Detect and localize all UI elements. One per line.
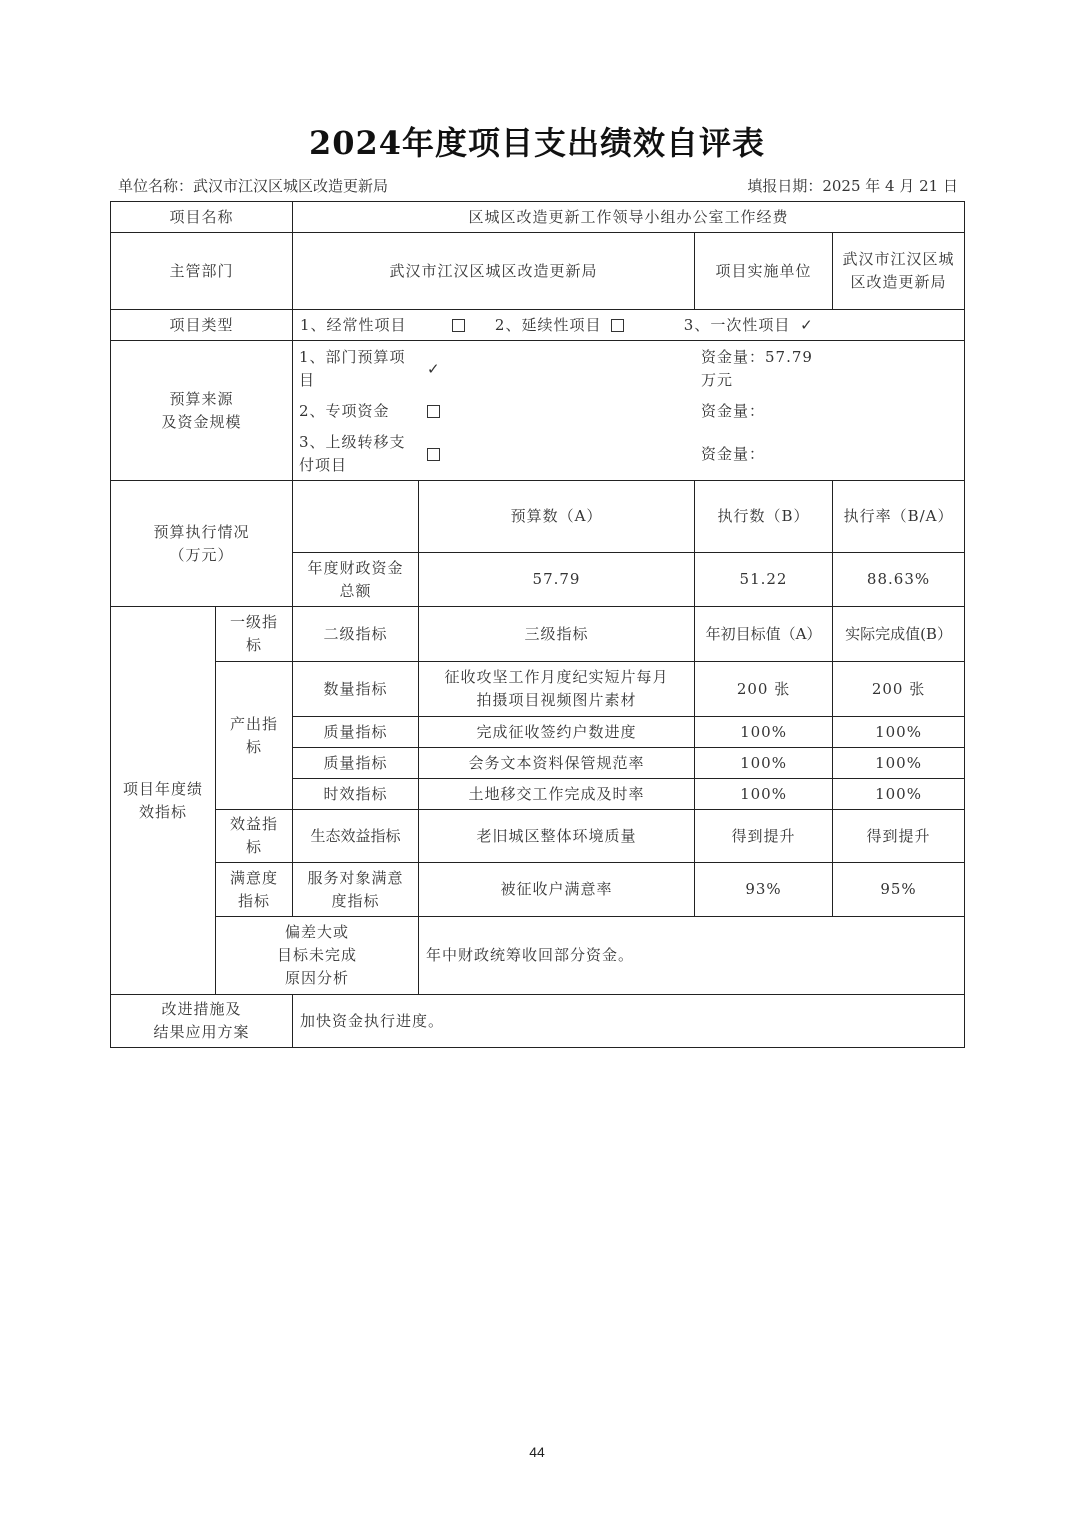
source-item-1: 1、部门预算项 目 [299,347,406,389]
actual-cell: 100% [833,717,965,748]
checkmark-icon[interactable]: ✓ [427,359,441,378]
header-executed: 执行数（B） [695,481,833,553]
row-deviation [111,917,965,995]
target-cell: 100% [695,717,833,748]
unit-name: 单位名称：武汉市江汉区城区改造更新局 [118,177,389,195]
improvement-label: 改进措施及 结果应用方案 [111,995,293,1048]
performance-label: 项目年度绩 效指标 [111,607,216,995]
row-budget-source [111,341,965,481]
type-option-1: 1、经常性项目 [300,315,407,334]
row-performance-header [111,607,965,662]
level2-cell: 服务对象满意 度指标 [293,863,419,917]
budget-value: 57.79 [419,553,695,607]
level3-cell: 完成征收签约户数进度 [419,717,695,748]
annual-funds-label: 年度财政资金 总额 [293,553,419,607]
table-row [111,863,965,917]
header-level3: 三级指标 [419,607,695,662]
rate-value: 88.63% [833,553,965,607]
impl-unit-label: 项目实施单位 [695,233,833,310]
target-cell: 93% [695,863,833,917]
table-row [111,810,965,863]
level3-cell: 被征收户满意率 [419,863,695,917]
target-cell: 100% [695,748,833,779]
page-title: 2024年度项目支出绩效自评表 [308,124,766,162]
header-target: 年初目标值（A） [695,607,833,662]
page-number: 44 [529,1444,545,1460]
level2-cell: 时效指标 [293,779,419,810]
row-project-name [111,202,965,233]
header-level2: 二级指标 [293,607,419,662]
target-cell: 得到提升 [695,810,833,863]
target-cell: 100% [695,779,833,810]
actual-cell: 200 张 [833,662,965,717]
type-option-2: 2、延续性项目 [494,315,602,334]
fill-date: 填报日期：2025 年 4 月 21 日 [747,177,958,195]
row-department [111,233,965,310]
table-row [111,662,965,717]
executed-value: 51.22 [695,553,833,607]
checkbox-unchecked-icon[interactable] [452,319,465,332]
row-budget-exec-header [111,481,965,553]
project-type-label: 项目类型 [111,310,293,341]
actual-cell: 100% [833,779,965,810]
target-cell: 200 张 [695,662,833,717]
checkbox-unchecked-icon[interactable] [427,400,440,423]
level1-benefit: 效益指 标 [216,810,293,863]
header-budget: 预算数（A） [419,481,695,553]
source-amount-3: 资金量： [701,444,766,463]
impl-unit-value: 武汉市江汉区城区改造更新局 [833,233,965,310]
deviation-value: 年中财政统筹收回部分资金。 [419,917,965,995]
level2-cell: 生态效益指标 [293,810,419,863]
department-value: 武汉市江汉区城区改造更新局 [293,233,695,310]
type-option-3: 3、一次性项目 [683,315,791,334]
header-rate: 执行率（B/A） [833,481,965,553]
project-name-value: 区城区改造更新工作领导小组办公室工作经费 [293,202,965,233]
source-item-2: 2、专项资金 [299,401,390,420]
actual-cell: 得到提升 [833,810,965,863]
improvement-value: 加快资金执行进度。 [293,995,965,1048]
actual-cell: 95% [833,863,965,917]
project-name-label: 项目名称 [111,202,293,233]
checkbox-unchecked-icon[interactable] [427,443,440,466]
row-project-type [111,310,965,341]
actual-cell: 100% [833,748,965,779]
checkbox-unchecked-icon[interactable] [611,319,624,332]
level2-cell: 质量指标 [293,717,419,748]
level3-cell: 老旧城区整体环境质量 [419,810,695,863]
budget-exec-label: 预算执行情况 （万元） [111,481,293,607]
source-item-3: 3、上级转移支 付项目 [299,432,406,474]
budget-source-detail [293,341,965,481]
source-amount-1: 资金量：57.79 万元 [701,347,813,389]
row-improvement [111,995,965,1048]
source-amount-2: 资金量： [701,401,766,420]
level3-cell: 会务文本资料保管规范率 [419,748,695,779]
level1-output: 产出指 标 [216,662,293,810]
level3-cell: 土地移交工作完成及时率 [419,779,695,810]
performance-evaluation-table [110,201,965,1048]
level3-cell: 征收攻坚工作月度纪实短片每月 拍摄项目视频图片素材 [419,662,695,717]
checkmark-icon[interactable]: ✓ [800,315,814,334]
project-type-options [293,310,965,341]
budget-source-label: 预算来源 及资金规模 [111,341,293,481]
level2-cell: 质量指标 [293,748,419,779]
level2-cell: 数量指标 [293,662,419,717]
level1-satisfaction: 满意度 指标 [216,863,293,917]
department-label: 主管部门 [111,233,293,310]
deviation-label: 偏差大或 目标未完成 原因分析 [216,917,419,995]
header-actual: 实际完成值(B） [833,607,965,662]
header-level1: 一级指 标 [216,607,293,662]
budget-exec-header-blank [293,481,419,553]
